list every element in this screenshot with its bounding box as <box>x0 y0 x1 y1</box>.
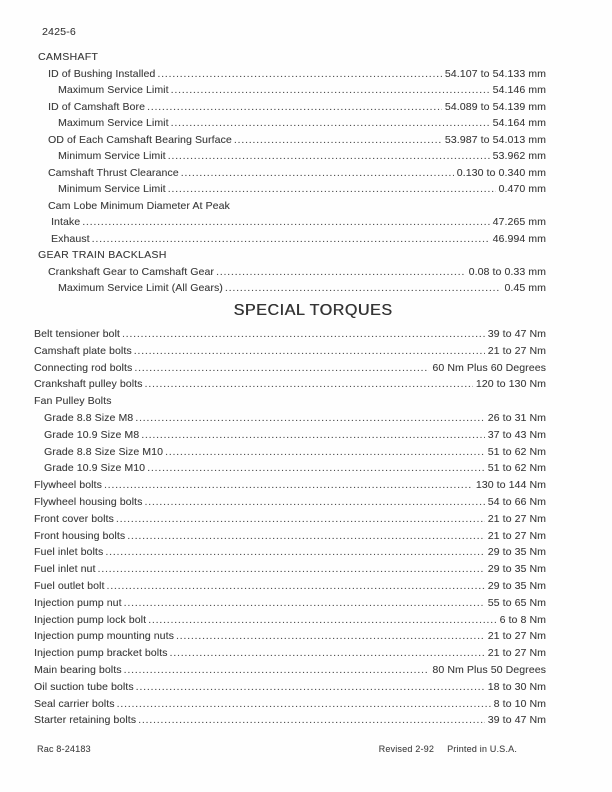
special-torques-heading: SPECIAL TORQUES <box>233 302 393 319</box>
spec-value: 120 to 130 Nm <box>475 378 546 391</box>
spec-value: 51 to 62 Nm <box>487 445 546 458</box>
dot-leader <box>104 477 473 494</box>
spec-value: 54.164 mm <box>492 117 546 129</box>
dot-leader <box>216 264 466 281</box>
footer-doc-number: Rac 8-24183 <box>37 744 91 754</box>
dot-leader <box>135 410 484 427</box>
dot-leader <box>136 679 485 696</box>
dot-leader <box>117 696 491 713</box>
spec-value: 53.987 to 54.013 mm <box>444 133 546 146</box>
spec-row <box>38 66 546 83</box>
spec-value: 54.107 to 54.133 mm <box>444 67 546 80</box>
spec-value: 51 to 62 Nm <box>487 462 546 475</box>
spec-row <box>38 198 546 215</box>
spec-label: Belt tensioner bolt <box>34 328 120 340</box>
spec-label: Crankshaft pulley bolts <box>34 378 143 391</box>
dot-leader <box>145 376 473 393</box>
spec-row <box>38 181 546 198</box>
spec-row <box>34 326 546 343</box>
spec-label: Injection pump mounting nuts <box>34 630 174 643</box>
dot-leader <box>165 444 485 461</box>
spec-label: Flywheel housing bolts <box>34 495 143 508</box>
spec-row <box>34 561 546 578</box>
spec-label: Cam Lobe Minimum Diameter At Peak <box>48 199 230 212</box>
spec-value: 80 Nm Plus 50 Degrees <box>432 663 546 676</box>
spec-label: Injection pump bracket bolts <box>34 647 168 660</box>
dot-leader <box>134 343 485 360</box>
spec-row <box>34 645 546 662</box>
spec-label: Connecting rod bolts <box>34 361 133 374</box>
spec-row <box>38 99 546 116</box>
spec-value: 60 Nm Plus 60 Degrees <box>432 361 546 374</box>
page-number: 2425-6 <box>42 26 76 38</box>
spec-row <box>34 460 546 477</box>
dot-leader <box>147 460 485 477</box>
spec-row <box>34 679 546 696</box>
dot-leader <box>147 99 442 116</box>
spec-value: 55 to 65 Nm <box>487 596 546 609</box>
spec-value: 46.994 mm <box>492 232 546 245</box>
spec-value: 21 to 27 Nm <box>487 630 546 643</box>
spec-row <box>38 115 546 132</box>
dot-leader <box>106 578 484 595</box>
dot-leader <box>122 326 485 343</box>
spec-label: Front housing bolts <box>34 529 126 542</box>
spec-label: Front cover bolts <box>34 512 114 525</box>
spec-value: 54.146 mm <box>492 84 546 96</box>
spec-row <box>38 231 546 248</box>
special-torques-list <box>34 326 546 729</box>
spec-label: Exhaust <box>51 232 90 245</box>
spec-label: Fuel inlet bolts <box>34 546 104 559</box>
spec-row <box>38 132 546 149</box>
spec-row <box>34 444 546 461</box>
spec-label: Maximum Service Limit <box>58 84 169 96</box>
spec-label: Grade 10.9 Size M8 <box>44 428 140 441</box>
section-title: CAMSHAFT <box>38 51 99 63</box>
dot-leader <box>124 662 430 679</box>
spec-value: 53.962 mm <box>492 150 546 162</box>
spec-value: 54 to 66 Nm <box>487 495 546 508</box>
spec-label: Grade 10.9 Size M10 <box>44 462 146 475</box>
dot-leader <box>170 645 485 662</box>
spec-label: Seal carrier bolts <box>34 697 115 710</box>
footer-right-group <box>379 744 517 754</box>
dot-leader <box>181 165 454 182</box>
spec-label: Grade 8.8 Size Size M10 <box>44 445 164 458</box>
spec-label: Flywheel bolts <box>34 479 102 492</box>
spec-row <box>38 148 546 165</box>
spec-label: Maximum Service Limit (All Gears) <box>58 282 223 294</box>
dot-leader <box>105 544 484 561</box>
spec-value: 47.265 mm <box>492 216 546 228</box>
spec-row <box>34 712 546 729</box>
spec-label: Minimum Service Limit <box>58 183 166 195</box>
dot-leader <box>124 595 485 612</box>
spec-row <box>34 360 546 377</box>
spec-row <box>34 343 546 360</box>
dot-leader <box>82 214 489 231</box>
spec-row <box>34 511 546 528</box>
spec-row <box>34 662 546 679</box>
dot-leader <box>171 115 490 132</box>
spec-value: 18 to 30 Nm <box>487 680 546 693</box>
spec-label: Oil suction tube bolts <box>34 680 134 693</box>
spec-row <box>34 477 546 494</box>
spec-value: 26 to 31 Nm <box>487 411 546 424</box>
spec-value: 21 to 27 Nm <box>487 529 546 542</box>
spec-value: 130 to 144 Nm <box>475 479 546 492</box>
spec-row <box>38 82 546 99</box>
spec-row <box>38 280 546 297</box>
spec-label: OD of Each Camshaft Bearing Surface <box>48 133 232 146</box>
spec-row <box>34 494 546 511</box>
dot-leader <box>98 561 485 578</box>
spec-row <box>34 578 546 595</box>
spec-row <box>38 165 546 182</box>
spec-value: 29 to 35 Nm <box>487 579 546 592</box>
spec-value: 29 to 35 Nm <box>487 563 546 576</box>
spec-label: Injection pump nut <box>34 596 122 609</box>
spec-label: Starter retaining bolts <box>34 714 137 727</box>
spec-label: Fuel inlet nut <box>34 563 96 576</box>
spec-label: Camshaft plate bolts <box>34 344 132 357</box>
footer-revised: Revised 2-92 <box>378 744 435 754</box>
spec-row <box>38 214 546 231</box>
dot-leader <box>134 360 429 377</box>
spec-value: 0.45 mm <box>504 282 546 294</box>
spec-value: 21 to 27 Nm <box>487 512 546 525</box>
dot-leader <box>141 427 485 444</box>
spec-value: 0.08 to 0.33 mm <box>468 265 546 278</box>
footer-printed: Printed in U.S.A. <box>447 744 517 754</box>
spec-value: 54.089 to 54.139 mm <box>444 100 546 113</box>
dot-leader <box>92 231 490 248</box>
spec-row <box>34 612 546 629</box>
spec-row <box>34 595 546 612</box>
spec-row <box>34 376 546 393</box>
dot-leader <box>168 181 496 198</box>
spec-value: 29 to 35 Nm <box>487 546 546 559</box>
spec-row <box>34 528 546 545</box>
dot-leader <box>168 148 490 165</box>
specifications-section <box>38 49 546 297</box>
dot-leader <box>157 66 441 83</box>
spec-label: Injection pump lock bolt <box>34 613 147 626</box>
dot-leader <box>171 82 490 99</box>
spec-row <box>34 410 546 427</box>
spec-label: Grade 8.8 Size M8 <box>44 411 134 424</box>
dot-leader <box>116 511 485 528</box>
spec-label: Intake <box>51 216 81 228</box>
spec-label: Main bearing bolts <box>34 663 122 676</box>
spec-value: 0.130 to 0.340 mm <box>456 166 546 179</box>
spec-row <box>34 427 546 444</box>
page-footer <box>37 744 517 754</box>
dot-leader <box>148 612 496 629</box>
spec-label: ID of Camshaft Bore <box>48 100 146 113</box>
spec-row <box>34 393 546 410</box>
section-title: GEAR TRAIN BACKLASH <box>38 249 167 261</box>
spec-label: Minimum Service Limit <box>58 150 166 162</box>
spec-label: ID of Bushing Installed <box>48 67 156 80</box>
spec-label: Fuel outlet bolt <box>34 579 105 592</box>
spec-value: 39 to 47 Nm <box>487 714 546 727</box>
spec-label: Camshaft Thrust Clearance <box>48 166 179 179</box>
dot-leader <box>127 528 485 545</box>
spec-value: 39 to 47 Nm <box>487 328 546 340</box>
dot-leader <box>176 628 485 645</box>
dot-leader <box>234 132 442 149</box>
spec-value: 6 to 8 Nm <box>499 613 546 626</box>
spec-value: 8 to 10 Nm <box>493 697 546 710</box>
dot-leader <box>144 494 484 511</box>
spec-row <box>34 696 546 713</box>
dot-leader <box>225 280 502 297</box>
spec-value: 0.470 mm <box>498 183 546 195</box>
spec-label: Maximum Service Limit <box>58 117 169 129</box>
spec-label: Fan Pulley Bolts <box>34 395 112 408</box>
spec-row <box>38 264 546 281</box>
dot-leader <box>138 712 485 729</box>
spec-row <box>34 628 546 645</box>
spec-row <box>34 544 546 561</box>
spec-value: 21 to 27 Nm <box>487 344 546 357</box>
spec-label: Crankshaft Gear to Camshaft Gear <box>48 265 215 278</box>
spec-value: 37 to 43 Nm <box>487 428 546 441</box>
spec-value: 21 to 27 Nm <box>487 647 546 660</box>
special-torques-section <box>34 301 546 729</box>
